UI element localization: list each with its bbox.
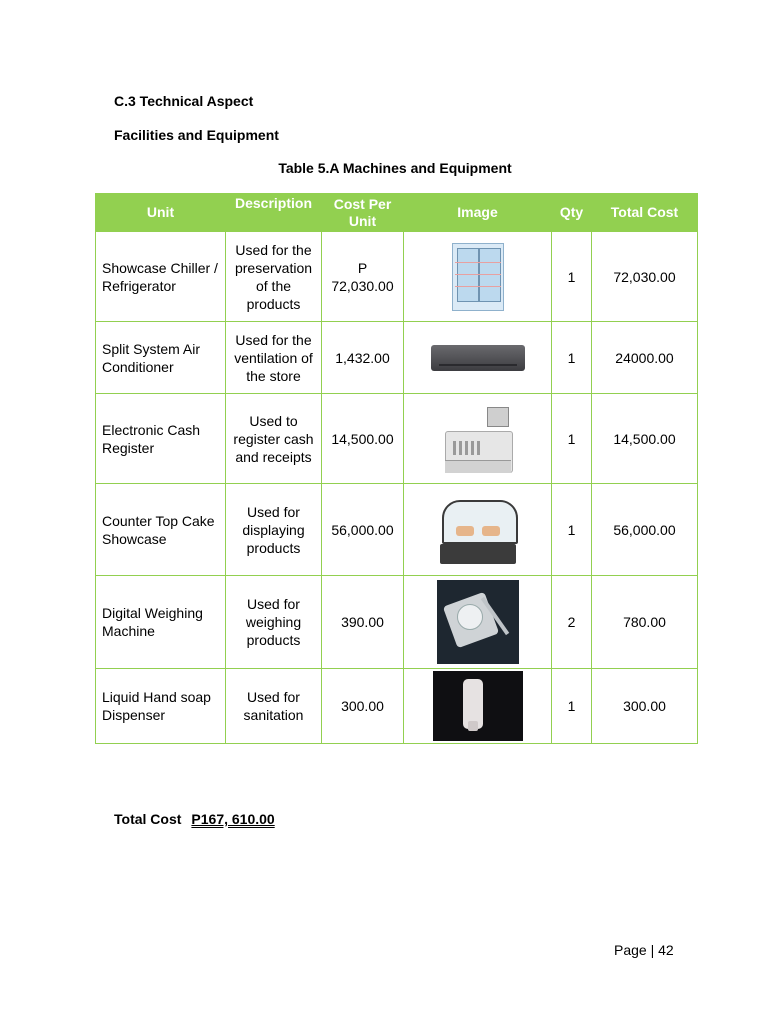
cell-description: Used for the preservation of the products (226, 232, 322, 322)
cell-qty: 1 (552, 322, 592, 394)
cell-description: Used for sanitation (226, 669, 322, 744)
cell-qty: 1 (552, 484, 592, 576)
cell-cost-per-unit: 56,000.00 (322, 484, 404, 576)
cell-unit: Counter Top Cake Showcase (96, 484, 226, 576)
air-conditioner-image (431, 345, 525, 371)
table-row (96, 669, 698, 744)
subheading: Facilities and Equipment (114, 127, 279, 143)
cell-cost-per-unit: 300.00 (322, 669, 404, 744)
cell-unit: Liquid Hand soap Dispenser (96, 669, 226, 744)
cell-unit: Split System Air Conditioner (96, 322, 226, 394)
cell-image (404, 484, 552, 576)
header-cost-per-unit: Cost Per Unit (322, 194, 404, 232)
table-row (96, 576, 698, 669)
cell-unit: Showcase Chiller / Refrigerator (96, 232, 226, 322)
equipment-table (95, 193, 698, 744)
cash-register-image (443, 405, 513, 473)
table-row (96, 394, 698, 484)
table-row (96, 484, 698, 576)
cell-description: Used for displaying products (226, 484, 322, 576)
cell-description: Used for the ventilation of the store (226, 322, 322, 394)
header-unit: Unit (96, 194, 226, 232)
table-caption: Table 5.A Machines and Equipment (278, 160, 512, 176)
cell-description: Used for weighing products (226, 576, 322, 669)
cell-qty: 1 (552, 394, 592, 484)
cell-qty: 2 (552, 576, 592, 669)
cell-qty: 1 (552, 669, 592, 744)
header-total-cost: Total Cost (592, 194, 698, 232)
cell-total-cost: 780.00 (592, 576, 698, 669)
cell-image (404, 394, 552, 484)
cell-total-cost: 300.00 (592, 669, 698, 744)
cell-total-cost: 72,030.00 (592, 232, 698, 322)
cake-showcase-image (438, 496, 518, 564)
table-header-row (96, 194, 698, 232)
refrigerator-image (452, 243, 504, 311)
cell-cost-per-unit: 14,500.00 (322, 394, 404, 484)
weighing-scale-image (437, 580, 519, 664)
cell-image (404, 322, 552, 394)
cell-description: Used to register cash and receipts (226, 394, 322, 484)
cell-qty: 1 (552, 232, 592, 322)
header-qty: Qty (552, 194, 592, 232)
cell-unit: Electronic Cash Register (96, 394, 226, 484)
table-row (96, 322, 698, 394)
total-cost-line (114, 811, 275, 827)
cell-total-cost: 56,000.00 (592, 484, 698, 576)
header-description: Description (226, 194, 322, 232)
header-image: Image (404, 194, 552, 232)
section-heading: C.3 Technical Aspect (114, 93, 254, 109)
total-cost-value: P167, 610.00 (191, 811, 275, 827)
cell-image (404, 576, 552, 669)
cell-image (404, 669, 552, 744)
soap-dispenser-image (433, 671, 523, 741)
cell-cost-per-unit: 1,432.00 (322, 322, 404, 394)
cell-cost-per-unit: P 72,030.00 (322, 232, 404, 322)
cell-unit: Digital Weighing Machine (96, 576, 226, 669)
cell-cost-per-unit: 390.00 (322, 576, 404, 669)
cell-total-cost: 14,500.00 (592, 394, 698, 484)
cell-total-cost: 24000.00 (592, 322, 698, 394)
total-cost-label: Total Cost (114, 811, 182, 827)
table-row (96, 232, 698, 322)
page-number: Page | 42 (614, 942, 674, 958)
cell-image (404, 232, 552, 322)
